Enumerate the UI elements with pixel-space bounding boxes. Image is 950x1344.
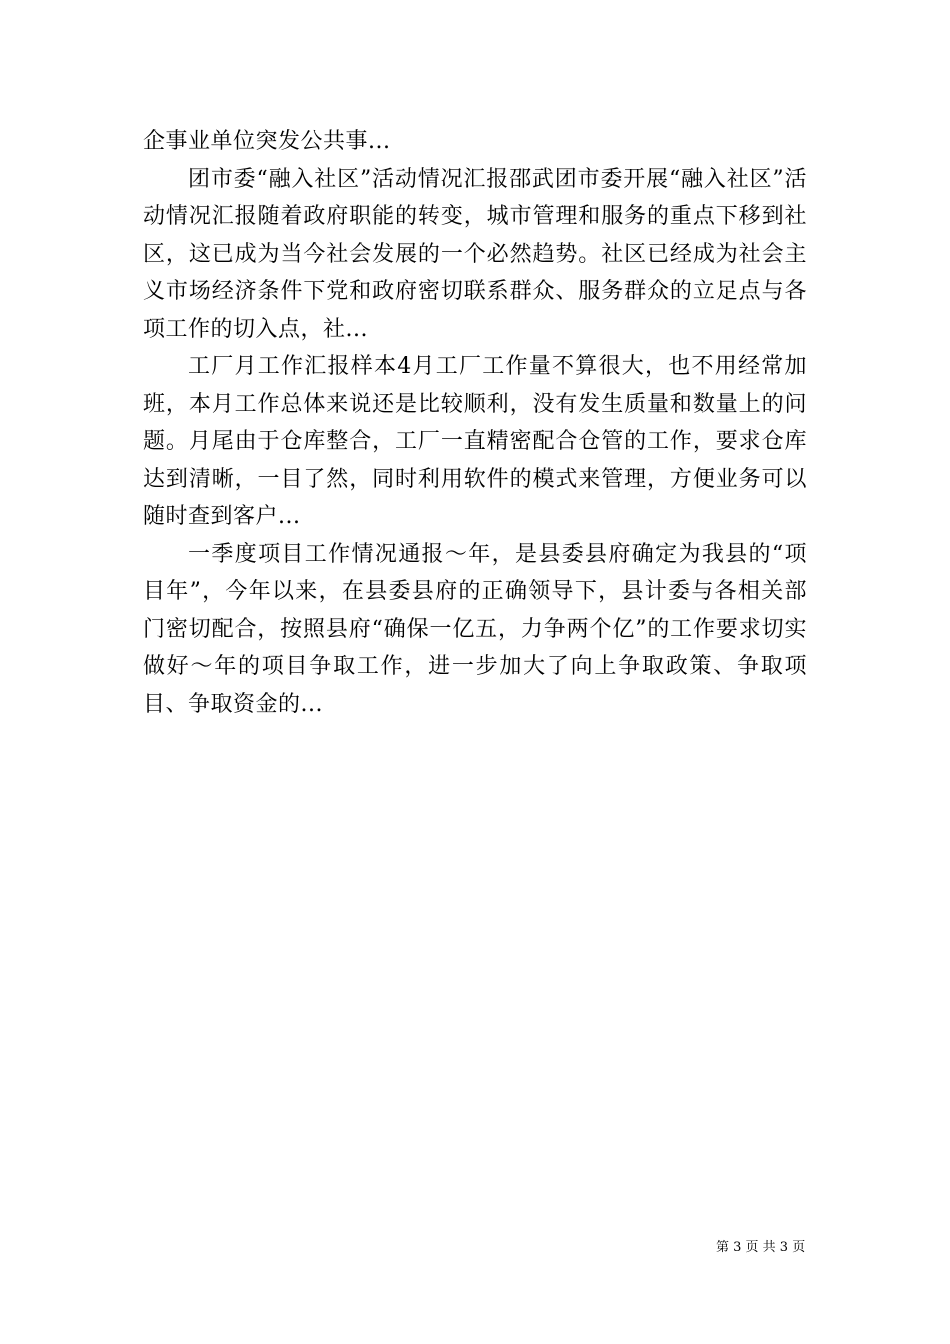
- paragraph-community-report: 团市委“融入社区”活动情况汇报邵武团市委开展“融入社区”活动情况汇报随着政府职能的转变，城市管理和服务的重点下移到社区，这已成为当今社会发展的一个必然趋势。社区已经成为社会主义市场经济条件下党和政府密切联系群众、服务群众的立足点与各项工作的切入点，社...: [143, 166, 807, 342]
- paragraph-project-report: 一季度项目工作情况通报～年，是县委县府确定为我县的“项目年”，今年以来，在县委县府的正确领导下，县计委与各相关部门密切配合，按照县府“确保一亿五，力争两个亿”的工作要求切实做好～年的项目争取工作，进一步加大了向上争取政策、争取项目、争取资金的...: [143, 541, 807, 717]
- document-body: [143, 123, 807, 723]
- paragraph-continuation: 企事业单位突发公共事...: [143, 129, 391, 154]
- page-number-footer: 第 3 页 共 3 页: [716, 1240, 806, 1255]
- paragraph-factory-report: 工厂月工作汇报样本4月工厂工作量不算很大，也不用经常加班，本月工作总体来说还是比较顺利，没有发生质量和数量上的问题。月尾由于仓库整合，工厂一直精密配合仓管的工作，要求仓库达到清晰，一目了然，同时利用软件的模式来管理，方便业务可以随时查到客户...: [143, 354, 807, 529]
